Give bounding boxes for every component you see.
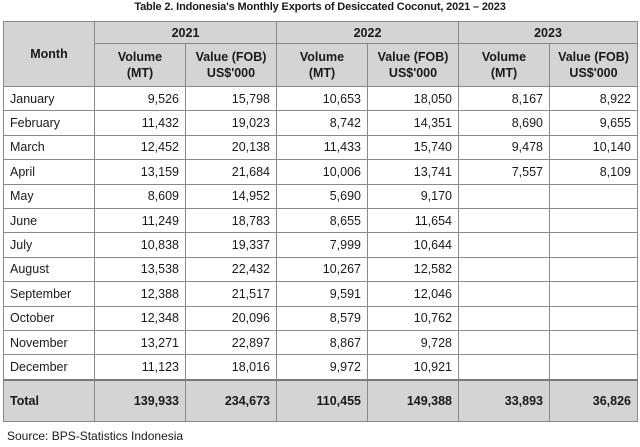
- value-2021-cell: 14,952: [186, 184, 277, 208]
- value-2022-cell: 18,050: [368, 87, 459, 111]
- value-2023-cell: 8,109: [550, 160, 638, 184]
- volume-2022-cell: 10,267: [277, 257, 368, 281]
- table-body: [4, 87, 638, 380]
- month-cell: February: [4, 111, 95, 135]
- volume-2023-cell: [459, 355, 550, 380]
- volume-2023-cell: [459, 282, 550, 306]
- volume-2021-cell: 13,538: [95, 257, 186, 281]
- volume-header: Volume (MT): [459, 44, 550, 87]
- month-cell: October: [4, 306, 95, 330]
- table-row: [4, 160, 638, 184]
- volume-2023-cell: 8,167: [459, 87, 550, 111]
- value-2023-cell: [550, 306, 638, 330]
- volume-2022-cell: 11,433: [277, 135, 368, 159]
- volume-2022-cell: 8,655: [277, 208, 368, 232]
- value-2022-cell: 12,582: [368, 257, 459, 281]
- value-2021-cell: 19,337: [186, 233, 277, 257]
- value-2023-cell: [550, 355, 638, 380]
- volume-2022-cell: 10,006: [277, 160, 368, 184]
- volume-2021-cell: 12,348: [95, 306, 186, 330]
- volume-2022-cell: 8,742: [277, 111, 368, 135]
- total-value-2021: 234,673: [186, 380, 277, 422]
- volume-2022-cell: 10,653: [277, 87, 368, 111]
- volume-2023-cell: [459, 330, 550, 354]
- value-2023-cell: 8,922: [550, 87, 638, 111]
- value-2023-cell: [550, 330, 638, 354]
- volume-2023-cell: [459, 233, 550, 257]
- value-header: Value (FOB) US$'000: [186, 44, 277, 87]
- value-2021-cell: 19,023: [186, 111, 277, 135]
- value-header: Value (FOB) US$'000: [368, 44, 459, 87]
- volume-2023-cell: [459, 184, 550, 208]
- value-2021-cell: 15,798: [186, 87, 277, 111]
- volume-2021-cell: 11,249: [95, 208, 186, 232]
- value-2022-cell: 10,644: [368, 233, 459, 257]
- total-value-2022: 149,388: [368, 380, 459, 422]
- value-2023-cell: 9,655: [550, 111, 638, 135]
- value-2021-cell: 21,684: [186, 160, 277, 184]
- volume-2022-cell: 5,690: [277, 184, 368, 208]
- volume-2021-cell: 9,526: [95, 87, 186, 111]
- volume-2022-cell: 9,972: [277, 355, 368, 380]
- month-cell: August: [4, 257, 95, 281]
- value-2021-cell: 21,517: [186, 282, 277, 306]
- volume-2021-cell: 11,123: [95, 355, 186, 380]
- month-cell: July: [4, 233, 95, 257]
- total-row: [4, 380, 638, 422]
- value-2022-cell: 11,654: [368, 208, 459, 232]
- volume-2021-cell: 13,159: [95, 160, 186, 184]
- exports-table: [3, 21, 638, 422]
- year-header-2022: 2022: [277, 22, 459, 44]
- table-row: [4, 184, 638, 208]
- total-value-2023: 36,826: [550, 380, 638, 422]
- month-cell: April: [4, 160, 95, 184]
- total-volume-2023: 33,893: [459, 380, 550, 422]
- source-note: Source: BPS-Statistics Indonesia: [7, 429, 184, 443]
- value-2022-cell: 10,921: [368, 355, 459, 380]
- volume-2023-cell: [459, 257, 550, 281]
- value-header: Value (FOB) US$'000: [550, 44, 638, 87]
- volume-2022-cell: 7,999: [277, 233, 368, 257]
- table-row: [4, 330, 638, 354]
- total-volume-2021: 139,933: [95, 380, 186, 422]
- value-2022-cell: 14,351: [368, 111, 459, 135]
- value-2023-cell: [550, 184, 638, 208]
- table-title: Table 2. Indonesia's Monthly Exports of Desiccated Coconut, 2021 – 2023: [134, 1, 506, 13]
- volume-2021-cell: 12,452: [95, 135, 186, 159]
- value-2021-cell: 22,432: [186, 257, 277, 281]
- value-2021-cell: 18,016: [186, 355, 277, 380]
- value-2022-cell: 9,728: [368, 330, 459, 354]
- volume-2023-cell: [459, 208, 550, 232]
- value-2022-cell: 10,762: [368, 306, 459, 330]
- value-2021-cell: 22,897: [186, 330, 277, 354]
- volume-2021-cell: 13,271: [95, 330, 186, 354]
- total-volume-2022: 110,455: [277, 380, 368, 422]
- month-cell: June: [4, 208, 95, 232]
- volume-2023-cell: 9,478: [459, 135, 550, 159]
- month-header: Month: [4, 22, 95, 87]
- volume-header: Volume (MT): [95, 44, 186, 87]
- total-label: Total: [4, 380, 95, 422]
- value-2023-cell: [550, 282, 638, 306]
- volume-2021-cell: 11,432: [95, 111, 186, 135]
- volume-2021-cell: 10,838: [95, 233, 186, 257]
- value-2021-cell: 20,096: [186, 306, 277, 330]
- month-cell: December: [4, 355, 95, 380]
- value-2023-cell: [550, 208, 638, 232]
- value-2023-cell: [550, 233, 638, 257]
- month-cell: January: [4, 87, 95, 111]
- table-row: [4, 306, 638, 330]
- value-2022-cell: 15,740: [368, 135, 459, 159]
- value-2022-cell: 12,046: [368, 282, 459, 306]
- volume-2023-cell: 7,557: [459, 160, 550, 184]
- volume-2021-cell: 12,388: [95, 282, 186, 306]
- value-2021-cell: 20,138: [186, 135, 277, 159]
- volume-2022-cell: 9,591: [277, 282, 368, 306]
- volume-2022-cell: 8,579: [277, 306, 368, 330]
- month-cell: March: [4, 135, 95, 159]
- year-header-row: [4, 22, 638, 44]
- volume-2023-cell: 8,690: [459, 111, 550, 135]
- value-2023-cell: [550, 257, 638, 281]
- value-2022-cell: 13,741: [368, 160, 459, 184]
- year-header-2021: 2021: [95, 22, 277, 44]
- month-cell: May: [4, 184, 95, 208]
- volume-2022-cell: 8,867: [277, 330, 368, 354]
- table-row: [4, 355, 638, 380]
- table-row: [4, 87, 638, 111]
- volume-2021-cell: 8,609: [95, 184, 186, 208]
- month-cell: November: [4, 330, 95, 354]
- year-header-2023: 2023: [459, 22, 638, 44]
- value-2023-cell: 10,140: [550, 135, 638, 159]
- table-row: [4, 257, 638, 281]
- table-row: [4, 111, 638, 135]
- month-cell: September: [4, 282, 95, 306]
- table-row: [4, 233, 638, 257]
- table-row: [4, 208, 638, 232]
- value-2022-cell: 9,170: [368, 184, 459, 208]
- volume-2023-cell: [459, 306, 550, 330]
- subheader-row: [4, 44, 638, 87]
- table-row: [4, 282, 638, 306]
- table-row: [4, 135, 638, 159]
- value-2021-cell: 18,783: [186, 208, 277, 232]
- volume-header: Volume (MT): [277, 44, 368, 87]
